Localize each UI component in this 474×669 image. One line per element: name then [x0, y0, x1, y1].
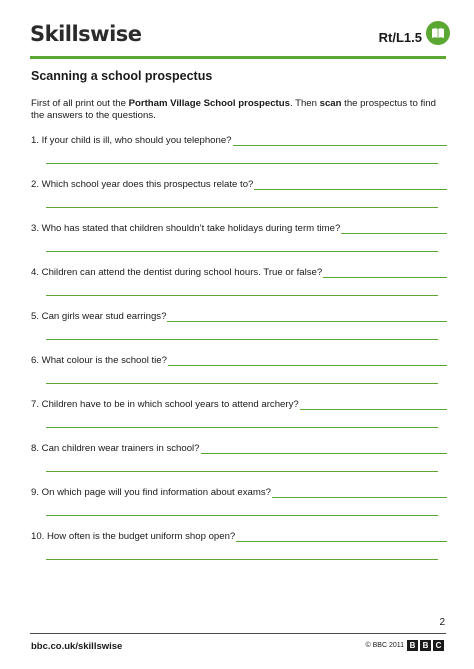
question-6 — [31, 354, 447, 394]
answer-line[interactable] — [168, 365, 447, 366]
answer-line[interactable] — [254, 189, 447, 190]
question-9 — [31, 486, 447, 526]
question-5 — [31, 310, 447, 350]
level-code: Rt/L1.5 — [378, 30, 422, 45]
answer-line[interactable] — [46, 383, 438, 384]
intro-text: the prospectus to find the answers to the questions. — [31, 98, 436, 121]
answer-line[interactable] — [46, 339, 438, 340]
answer-line[interactable] — [300, 409, 447, 410]
question-10 — [31, 530, 447, 570]
answer-line[interactable] — [46, 251, 438, 252]
instructions — [31, 98, 445, 122]
page-number: 2 — [439, 617, 445, 628]
answer-line[interactable] — [167, 321, 447, 322]
question-8 — [31, 442, 447, 482]
answer-line[interactable] — [236, 541, 447, 542]
bbc-letter: B — [407, 640, 418, 651]
intro-text: First of all print out the — [31, 98, 129, 109]
answer-line[interactable] — [46, 295, 438, 296]
question-text: 6. What colour is the school tie? — [31, 355, 167, 366]
copyright: © BBC 2011 — [365, 642, 404, 649]
question-text: 7. Children have to be in which school years to attend archery? — [31, 399, 299, 410]
intro-text: . Then — [289, 98, 320, 109]
answer-line[interactable] — [46, 163, 438, 164]
question-text: 10. How often is the budget uniform shop open? — [31, 531, 236, 542]
question-text: 1. If your child is ill, who should you telephone? — [31, 135, 232, 146]
question-3 — [31, 222, 447, 262]
bbc-letter: C — [433, 640, 444, 651]
question-text: 2. Which school year does this prospectus relate to? — [31, 179, 254, 190]
bbc-letter: B — [420, 640, 431, 651]
footer-divider — [30, 633, 446, 634]
question-text: 3. Who has stated that children shouldn’t take holidays during term time? — [31, 223, 341, 234]
prospectus-name: Portham Village School prospectus — [128, 98, 290, 109]
skillswise-logo: Skillswise — [30, 22, 142, 46]
question-text: 8. Can children wear trainers in school? — [31, 443, 200, 454]
question-text: 4. Children can attend the dentist during school hours. True or false? — [31, 267, 323, 278]
answer-line[interactable] — [46, 559, 438, 560]
question-1 — [31, 134, 447, 174]
question-text: 5. Can girls wear stud earrings? — [31, 311, 167, 322]
header-divider — [30, 56, 446, 59]
page-title: Scanning a school prospectus — [31, 69, 213, 83]
answer-line[interactable] — [46, 515, 438, 516]
answer-line[interactable] — [341, 233, 447, 234]
bbc-logo — [407, 640, 444, 651]
question-4 — [31, 266, 447, 306]
book-icon — [426, 21, 450, 45]
question-7 — [31, 398, 447, 438]
answer-line[interactable] — [233, 145, 447, 146]
footer-url: bbc.co.uk/skillswise — [31, 641, 123, 652]
answer-line[interactable] — [46, 207, 438, 208]
question-text: 9. On which page will you find information about exams? — [31, 487, 271, 498]
answer-line[interactable] — [323, 277, 447, 278]
answer-line[interactable] — [201, 453, 447, 454]
page-header — [0, 0, 474, 56]
answer-line[interactable] — [46, 427, 438, 428]
scan-keyword: scan — [319, 98, 342, 109]
question-2 — [31, 178, 447, 218]
answer-line[interactable] — [46, 471, 438, 472]
answer-line[interactable] — [272, 497, 447, 498]
